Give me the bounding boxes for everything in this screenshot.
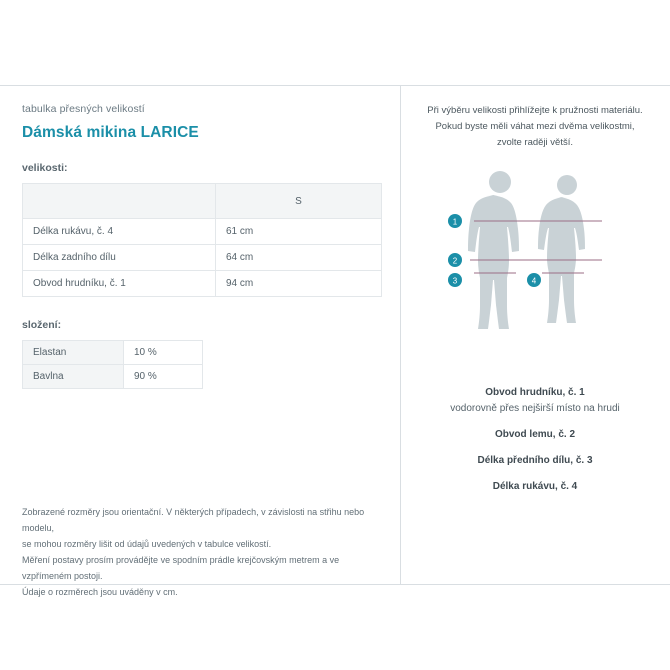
sizes-label: velikosti: [22,162,68,174]
marker-1 [448,214,462,228]
composition-material: Elastan [23,341,124,365]
measurement-figure [412,163,658,363]
page-title: Dámská mikina LARICE [22,124,199,141]
intro-text [412,103,658,151]
table-row [23,271,382,297]
size-row-value: 61 cm [216,219,382,245]
marker-4 [527,273,541,287]
size-table-body [23,219,382,297]
size-row-value: 64 cm [216,245,382,271]
intro-line: Při výběru velikosti přihlížejte k pružnosti materiálu. [427,105,643,116]
measure-chest-sub: vodorovně přes nejširší místo na hrudi [450,403,620,414]
composition-percent: 90 % [124,365,203,389]
intro-line: Pokud byste měli váhat mezi dvěma velikostmi, [435,121,635,132]
composition-table [22,340,203,389]
table-row [23,365,203,389]
measure-chest-title: Obvod hrudníku, č. 1 [485,387,585,398]
male-silhouette-icon [468,171,519,329]
table-row [23,245,382,271]
marker-4-label: 4 [531,276,537,286]
composition-percent: 10 % [124,341,203,365]
body-figure-svg [412,163,658,363]
size-row-label: Obvod hrudníku, č. 1 [23,271,216,297]
size-table [22,183,382,297]
size-table-header-blank [23,184,216,219]
size-row-label: Délka rukávu, č. 4 [23,219,216,245]
composition-section [22,319,382,389]
table-row [23,341,203,365]
measure-hem: Obvod lemu, č. 2 [494,429,576,440]
measure-sleeve-length: Délka rukávu, č. 4 [492,481,578,492]
table-row [23,219,382,245]
marker-2-label: 2 [452,256,458,266]
size-row-value: 94 cm [216,271,382,297]
measure-front-length: Délka předního dílu, č. 3 [477,455,593,466]
intro-line: zvolte raději větší. [496,137,574,148]
composition-label: složení: [22,319,62,331]
footnote-line: Měření postavy prosím provádějte ve spodním prádle krejčovským metrem a ve vzpřímeném postoji. [22,555,340,581]
size-table-head [23,184,382,219]
size-table-header-s: S [216,184,382,219]
left-column [22,103,382,389]
footnote-line: Zobrazené rozměry jsou orientační. V některých případech, v závislosti na střihu nebo modelu, [22,507,365,533]
footnotes [22,504,387,600]
eyebrow-text: tabulka přesných velikostí [22,103,145,115]
composition-material: Bavlna [23,365,124,389]
marker-3-label: 3 [452,276,458,286]
footnote-line: Údaje o rozměrech jsou uváděny v cm. [22,587,178,597]
column-divider [400,86,401,584]
marker-3 [448,273,462,287]
size-row-label: Délka zadního dílu [23,245,216,271]
female-silhouette-icon [538,175,585,323]
marker-1-label: 1 [452,217,458,227]
table-row [23,184,382,219]
right-column [412,103,658,495]
marker-2 [448,253,462,267]
measure-legend [412,385,658,495]
footnote-line: se mohou rozměry lišit od údajů uvedených v tabulce velikostí. [22,539,272,549]
